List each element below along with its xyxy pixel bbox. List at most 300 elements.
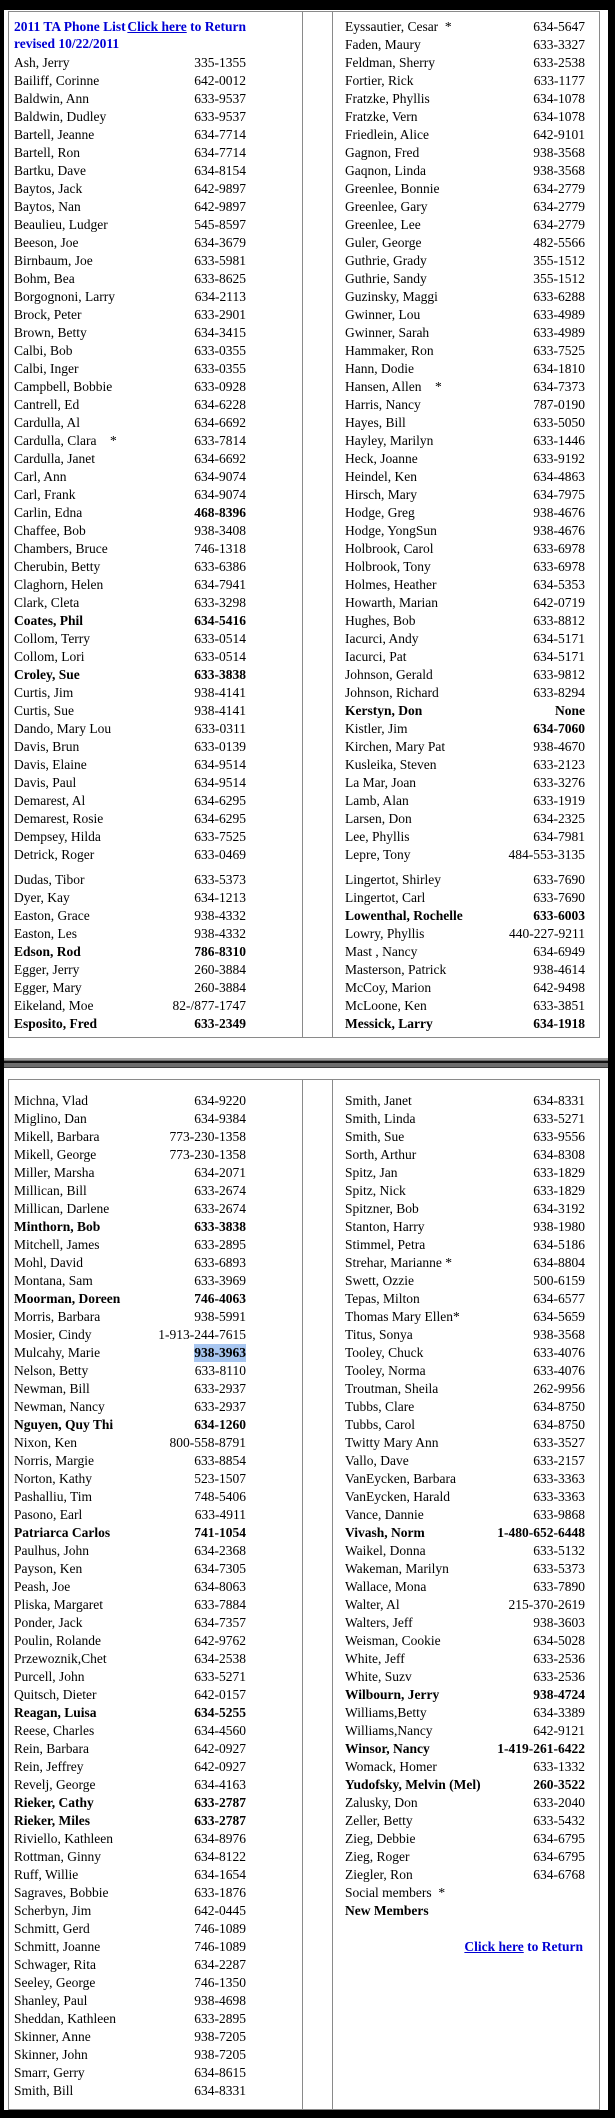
entry-name: Bailiff, Corinne — [14, 73, 100, 88]
entry-phone: 938-3568 — [533, 1327, 585, 1342]
entry-phone: 633-3527 — [533, 1435, 585, 1450]
phone-entry — [345, 486, 585, 504]
phone-entry — [345, 1614, 585, 1632]
entry-name: Holbrook, Tony — [345, 559, 431, 574]
phone-entry — [14, 1182, 246, 1200]
phone-entry — [14, 594, 246, 612]
entry-phone: 938-3568 — [533, 163, 585, 178]
phone-entry — [345, 666, 585, 684]
phone-entry — [345, 126, 585, 144]
entry-phone: 634-2538 — [194, 1651, 246, 1666]
entry-phone: 633-1829 — [533, 1183, 585, 1198]
phone-entry — [14, 1902, 246, 1920]
phone-entry — [345, 1560, 585, 1578]
entry-name: Davis, Elaine — [14, 757, 87, 772]
phone-entry — [345, 1524, 585, 1542]
phone-entry — [14, 1326, 246, 1344]
entry-phone: 633-0469 — [194, 847, 246, 862]
entry-phone: 633-1876 — [194, 1885, 246, 1900]
entry-name: Carl, Ann — [14, 469, 67, 484]
entry-name: Zeller, Betty — [345, 1813, 413, 1828]
phone-entry — [14, 828, 246, 846]
phone-entry — [345, 612, 585, 630]
phone-entry — [345, 1686, 585, 1704]
phone-entry — [345, 648, 585, 666]
entry-phone: 633-6978 — [533, 559, 585, 574]
entry-phone: 800-558-8791 — [169, 1435, 246, 1450]
entry-phone: 633-7690 — [533, 890, 585, 905]
entry-name: Bartku, Dave — [14, 163, 86, 178]
entry-name: Miglino, Dan — [14, 1111, 87, 1126]
phone-entry — [14, 180, 246, 198]
phone-entry — [345, 1866, 585, 1884]
entry-phone: 633-2536 — [533, 1669, 585, 1684]
entry-name: Eyssautier, Cesar * — [345, 19, 452, 34]
entry-name: Poulin, Rolande — [14, 1633, 101, 1648]
revised-date: revised 10/22/2011 — [14, 36, 120, 51]
phone-entry — [345, 1362, 585, 1380]
phone-entry — [345, 1344, 585, 1362]
entry-phone: 634-7373 — [533, 379, 585, 394]
entry-phone: 633-0139 — [194, 739, 246, 754]
phone-entry — [345, 270, 585, 288]
entry-phone: 634-2779 — [533, 217, 585, 232]
phone-entry — [14, 1290, 246, 1308]
phone-entry — [345, 871, 585, 889]
entry-phone: 523-1507 — [194, 1471, 246, 1486]
phone-entry — [14, 1380, 246, 1398]
entry-phone: 633-7814 — [194, 433, 246, 448]
entry-name: Sorth, Arthur — [345, 1147, 417, 1162]
phone-entry — [14, 1146, 246, 1164]
entry-phone: 260-3884 — [194, 980, 246, 995]
phone-entry — [345, 396, 585, 414]
entry-name: Smith, Sue — [345, 1129, 405, 1144]
entry-name: White, Jeff — [345, 1651, 405, 1666]
phone-entry — [14, 889, 246, 907]
phone-entry — [345, 1902, 585, 1920]
phone-entry — [345, 234, 585, 252]
phone-entry — [14, 1308, 246, 1326]
entry-name: Rein, Barbara — [14, 1741, 89, 1756]
entry-name: Masterson, Patrick — [345, 962, 447, 977]
entry-name: Purcell, John — [14, 1669, 85, 1684]
entry-phone: 634-1078 — [533, 91, 585, 106]
entry-name: Skinner, Anne — [14, 2029, 91, 2044]
phone-entry — [14, 810, 246, 828]
entry-name: Sagraves, Bobbie — [14, 1885, 109, 1900]
entry-phone: 634-8331 — [533, 1093, 585, 1108]
entry-phone: 633-0355 — [194, 361, 246, 376]
entry-phone: 746-1089 — [194, 1939, 246, 1954]
entry-name: Davis, Paul — [14, 775, 77, 790]
phone-entry — [345, 450, 585, 468]
phone-entry — [14, 1398, 246, 1416]
phone-entry — [14, 1128, 246, 1146]
entry-name: Hodge, YongSun — [345, 523, 437, 538]
entry-name: Rieker, Cathy — [14, 1795, 94, 1810]
entry-name: Vallo, Dave — [345, 1453, 409, 1468]
entry-name: Spitz, Nick — [345, 1183, 406, 1198]
entry-name: Easton, Grace — [14, 908, 90, 923]
phone-entry — [345, 1182, 585, 1200]
phone-entry — [345, 907, 585, 925]
entry-phone: 482-5566 — [533, 235, 585, 250]
phone-entry — [14, 1542, 246, 1560]
entry-phone: 642-0157 — [194, 1687, 246, 1702]
phone-entry — [14, 162, 246, 180]
entry-phone: 746-4063 — [194, 1291, 246, 1306]
phone-entry — [14, 342, 246, 360]
phone-entry — [345, 792, 585, 810]
entry-name: Riviello, Kathleen — [14, 1831, 113, 1846]
entry-phone: 938-3408 — [194, 523, 246, 538]
phone-entry — [345, 504, 585, 522]
phone-entry — [345, 180, 585, 198]
entry-name: Revelj, George — [14, 1777, 96, 1792]
entry-phone: 633-6288 — [533, 289, 585, 304]
entry-phone: 633-0355 — [194, 343, 246, 358]
entry-name: Smith, Linda — [345, 1111, 416, 1126]
phone-entry — [14, 1650, 246, 1668]
entry-phone: 634-2779 — [533, 181, 585, 196]
footer — [345, 1938, 585, 1956]
phone-entry — [345, 594, 585, 612]
entry-name: Hayes, Bill — [345, 415, 406, 430]
entry-name: Winsor, Nancy — [345, 1741, 430, 1756]
phone-entry — [345, 1164, 585, 1182]
phone-entry — [14, 1236, 246, 1254]
entry-phone: 633-4076 — [533, 1363, 585, 1378]
entry-name: Collom, Lori — [14, 649, 85, 664]
section-divider — [4, 1058, 608, 1068]
phone-entry — [14, 871, 246, 889]
entry-phone: 633-3838 — [194, 1219, 246, 1234]
entry-phone: 634-8331 — [194, 2083, 246, 2098]
phone-list-bottom-right — [345, 1092, 585, 1920]
entry-name: Harris, Nancy — [345, 397, 421, 412]
entry-phone: 633-0928 — [194, 379, 246, 394]
entry-phone: 634-5171 — [533, 649, 585, 664]
phone-entry — [14, 648, 246, 666]
entry-name: Gwinner, Lou — [345, 307, 421, 322]
entry-name: Fortier, Rick — [345, 73, 414, 88]
entry-name: Gagnon, Fred — [345, 145, 420, 160]
entry-name: Coates, Phil — [14, 613, 83, 628]
entry-name: Swett, Ozzie — [345, 1273, 414, 1288]
entry-name: Skinner, John — [14, 2047, 88, 2062]
phone-entry — [14, 666, 246, 684]
entry-phone: 335-1355 — [194, 55, 246, 70]
entry-name: Lowenthal, Rochelle — [345, 908, 463, 923]
entry-phone: 634-2779 — [533, 199, 585, 214]
entry-name: Guler, George — [345, 235, 422, 250]
entry-phone: 633-8812 — [533, 613, 585, 628]
phone-entry — [345, 1272, 585, 1290]
entry-name: Carl, Frank — [14, 487, 76, 502]
entry-phone: 634-8122 — [194, 1849, 246, 1864]
phone-entry — [14, 2028, 246, 2046]
entry-phone: 634-7975 — [533, 487, 585, 502]
phone-list-top-right — [345, 18, 585, 1033]
entry-phone: 634-5647 — [533, 19, 585, 34]
entry-name: Lepre, Tony — [345, 847, 411, 862]
entry-phone: 260-3522 — [533, 1777, 585, 1792]
phone-entry — [14, 1015, 246, 1033]
entry-name: Kusleika, Steven — [345, 757, 437, 772]
entry-name: Moorman, Doreen — [14, 1291, 121, 1306]
entry-name: Bohm, Bea — [14, 271, 75, 286]
entry-phone: 633-5373 — [533, 1561, 585, 1576]
phone-entry — [14, 1434, 246, 1452]
phone-entry — [14, 1218, 246, 1236]
entry-phone: 633-8625 — [194, 271, 246, 286]
entry-name: Yudofsky, Melvin (Mel) — [345, 1777, 481, 1792]
entry-phone: 633-3363 — [533, 1471, 585, 1486]
entry-name: Scherbyn, Jim — [14, 1903, 92, 1918]
phone-entry — [345, 1290, 585, 1308]
entry-name: Faden, Maury — [345, 37, 421, 52]
entry-name: Nguyen, Quy Thi — [14, 1417, 114, 1432]
entry-phone: 642-9762 — [194, 1633, 246, 1648]
entry-phone: 633-2901 — [194, 307, 246, 322]
phone-entry — [14, 1830, 246, 1848]
entry-name: Weisman, Cookie — [345, 1633, 441, 1648]
entry-name: Clark, Cleta — [14, 595, 80, 610]
entry-name: Howarth, Marian — [345, 595, 438, 610]
phone-entry — [345, 1092, 585, 1110]
entry-name: Lingertot, Carl — [345, 890, 426, 905]
phone-entry — [14, 1488, 246, 1506]
entry-phone: 633-2787 — [194, 1813, 246, 1828]
entry-name: Brock, Peter — [14, 307, 82, 322]
entry-name: Womack, Homer — [345, 1759, 437, 1774]
entry-name: Greenlee, Bonnie — [345, 181, 440, 196]
entry-phone: 1-419-261-6422 — [497, 1741, 585, 1756]
entry-name: Social members * — [345, 1885, 446, 1900]
entry-name: Greenlee, Gary — [345, 199, 428, 214]
entry-name: Vivash, Norm — [345, 1525, 425, 1540]
entry-phone: 634-9514 — [194, 775, 246, 790]
page-title: 2011 TA Phone List revised 10/22/2011 — [14, 19, 126, 51]
entry-name: Bartell, Jeanne — [14, 127, 95, 142]
entry-name: Feldman, Sherry — [345, 55, 435, 70]
entry-name: Newman, Nancy — [14, 1399, 105, 1414]
entry-phone: 468-8396 — [194, 505, 246, 520]
entry-name: VanEycken, Barbara — [345, 1471, 456, 1486]
entry-phone: 633-2538 — [533, 55, 585, 70]
entry-name: Newman, Bill — [14, 1381, 90, 1396]
entry-phone: 642-0445 — [194, 1903, 246, 1918]
entry-name: Thomas Mary Ellen* — [345, 1309, 460, 1324]
entry-name: Sheddan, Kathleen — [14, 2011, 116, 2026]
phone-entry — [345, 1236, 585, 1254]
phone-entry — [14, 1452, 246, 1470]
entry-phone: 633-3327 — [533, 37, 585, 52]
entry-name: Wakeman, Marilyn — [345, 1561, 449, 1576]
entry-phone: 634-6295 — [194, 793, 246, 808]
entry-name: Demarest, Rosie — [14, 811, 104, 826]
entry-phone: 938-5991 — [194, 1309, 246, 1324]
entry-name: Heck, Joanne — [345, 451, 418, 466]
entry-name: Zieg, Roger — [345, 1849, 410, 1864]
entry-phone: 634-1918 — [533, 1016, 585, 1031]
entry-phone: 634-9514 — [194, 757, 246, 772]
entry-phone: 633-7525 — [194, 829, 246, 844]
entry-phone: 642-9897 — [194, 199, 246, 214]
entry-name: Mulcahy, Marie — [14, 1345, 101, 1360]
phone-entry — [14, 450, 246, 468]
entry-name: Baldwin, Dudley — [14, 109, 107, 124]
entry-name: Troutman, Sheila — [345, 1381, 439, 1396]
phone-entry — [14, 1560, 246, 1578]
phone-entry — [14, 1722, 246, 1740]
entry-name: Michna, Vlad — [14, 1093, 88, 1108]
entry-name: Mikell, Barbara — [14, 1129, 100, 1144]
entry-phone: 642-9101 — [533, 127, 585, 142]
phone-entry — [14, 1506, 246, 1524]
phone-entry — [345, 306, 585, 324]
entry-phone: 633-1446 — [533, 433, 585, 448]
return-link-bottom[interactable]: Click here to Return — [464, 1939, 583, 1954]
phone-entry — [345, 1632, 585, 1650]
phone-entry — [345, 1452, 585, 1470]
entry-phone: 634-9074 — [194, 487, 246, 502]
entry-phone: 633-2895 — [194, 2011, 246, 2026]
entry-phone: 634-2287 — [194, 1957, 246, 1972]
entry-name: New Members — [345, 1903, 429, 1918]
phone-entry — [14, 72, 246, 90]
entry-name: Dyer, Kay — [14, 890, 70, 905]
entry-name: Curtis, Sue — [14, 703, 75, 718]
phone-entry — [14, 1884, 246, 1902]
phone-entry — [14, 2064, 246, 2082]
entry-phone: 634-8063 — [194, 1579, 246, 1594]
entry-phone: 938-3603 — [533, 1615, 585, 1630]
phone-entry — [14, 414, 246, 432]
entry-name: Baldwin, Ann — [14, 91, 90, 106]
phone-entry — [345, 925, 585, 943]
entry-name: Millican, Darlene — [14, 1201, 110, 1216]
entry-name: Baytos, Nan — [14, 199, 81, 214]
phone-entry — [345, 1668, 585, 1686]
entry-phone: 746-1350 — [194, 1975, 246, 1990]
phone-entry — [345, 1596, 585, 1614]
phone-entry — [14, 774, 246, 792]
entry-name: Tooley, Norma — [345, 1363, 426, 1378]
phone-list-top-left — [14, 54, 246, 1033]
phone-entry — [14, 576, 246, 594]
header — [14, 18, 246, 52]
entry-phone: 634-8804 — [533, 1255, 585, 1270]
entry-phone: 633-6003 — [533, 908, 585, 923]
phone-entry — [14, 468, 246, 486]
entry-name: La Mar, Joan — [345, 775, 417, 790]
entry-phone: 633-5271 — [194, 1669, 246, 1684]
entry-name: Vance, Dannie — [345, 1507, 424, 1522]
phone-entry — [345, 720, 585, 738]
entry-name: Tepas, Milton — [345, 1291, 420, 1306]
phone-entry — [345, 943, 585, 961]
phone-entry — [345, 756, 585, 774]
entry-phone: 262-9956 — [533, 1381, 585, 1396]
entry-phone: None — [555, 703, 585, 718]
entry-phone: 634-3192 — [533, 1201, 585, 1216]
entry-name: Esposito, Fred — [14, 1016, 98, 1031]
entry-name: Claghorn, Helen — [14, 577, 104, 592]
phone-entry — [14, 1254, 246, 1272]
entry-name: Tooley, Chuck — [345, 1345, 424, 1360]
entry-name: Fratzke, Phyllis — [345, 91, 430, 106]
entry-phone: 633-2123 — [533, 757, 585, 772]
entry-phone: 545-8597 — [194, 217, 246, 232]
entry-phone: 633-6386 — [194, 559, 246, 574]
entry-phone: 748-5406 — [194, 1489, 246, 1504]
entry-phone: 634-7305 — [194, 1561, 246, 1576]
entry-name: Quitsch, Dieter — [14, 1687, 97, 1702]
phone-entry — [345, 324, 585, 342]
entry-name: Shanley, Paul — [14, 1993, 88, 2008]
entry-phone: 634-5186 — [533, 1237, 585, 1252]
entry-name: Cardulla, Clara * — [14, 433, 117, 448]
phone-entry — [14, 90, 246, 108]
return-link-top[interactable]: Click here to Return — [127, 19, 246, 34]
entry-phone: 633-2157 — [533, 1453, 585, 1468]
entry-name: Miller, Marsha — [14, 1165, 95, 1180]
entry-phone: 938-4724 — [533, 1687, 585, 1702]
phone-entry — [14, 486, 246, 504]
entry-phone: 633-2349 — [194, 1016, 246, 1031]
entry-name: Spitzner, Bob — [345, 1201, 419, 1216]
entry-name: Lowry, Phyllis — [345, 926, 425, 941]
phone-entry — [345, 576, 585, 594]
entry-name: Lingertot, Shirley — [345, 872, 441, 887]
entry-name: Paulhus, John — [14, 1543, 90, 1558]
phone-entry — [14, 144, 246, 162]
entry-phone: 633-7890 — [533, 1579, 585, 1594]
entry-name: Hayley, Marilyn — [345, 433, 434, 448]
entry-name: Fratzke, Vern — [345, 109, 418, 124]
entry-phone: 634-9384 — [194, 1111, 246, 1126]
entry-name: Rieker, Miles — [14, 1813, 90, 1828]
entry-name: Demarest, Al — [14, 793, 86, 808]
entry-name: Tubbs, Carol — [345, 1417, 416, 1432]
entry-name: Gwinner, Sarah — [345, 325, 430, 340]
entry-phone: 634-8750 — [533, 1417, 585, 1432]
phone-entry — [14, 979, 246, 997]
phone-entry — [345, 979, 585, 997]
phone-entry — [14, 324, 246, 342]
entry-name: Zalusky, Don — [345, 1795, 418, 1810]
divider-bar — [4, 1058, 608, 1068]
entry-name: Payson, Ken — [14, 1561, 83, 1576]
phone-entry — [14, 1812, 246, 1830]
phone-entry — [345, 1740, 585, 1758]
entry-name: Williams,Betty — [345, 1705, 427, 1720]
entry-phone: 633-3276 — [533, 775, 585, 790]
entry-phone: 633-1177 — [533, 73, 585, 88]
entry-phone: 215-370-2619 — [508, 1597, 585, 1612]
phone-entry — [14, 612, 246, 630]
entry-phone: 633-3851 — [533, 998, 585, 1013]
phone-entry — [14, 360, 246, 378]
entry-name: Wilbourn, Jerry — [345, 1687, 440, 1702]
phone-entry — [345, 1704, 585, 1722]
entry-phone: 633-6978 — [533, 541, 585, 556]
entry-phone: 633-9192 — [533, 451, 585, 466]
phone-entry — [14, 1632, 246, 1650]
entry-name: Guthrie, Grady — [345, 253, 427, 268]
